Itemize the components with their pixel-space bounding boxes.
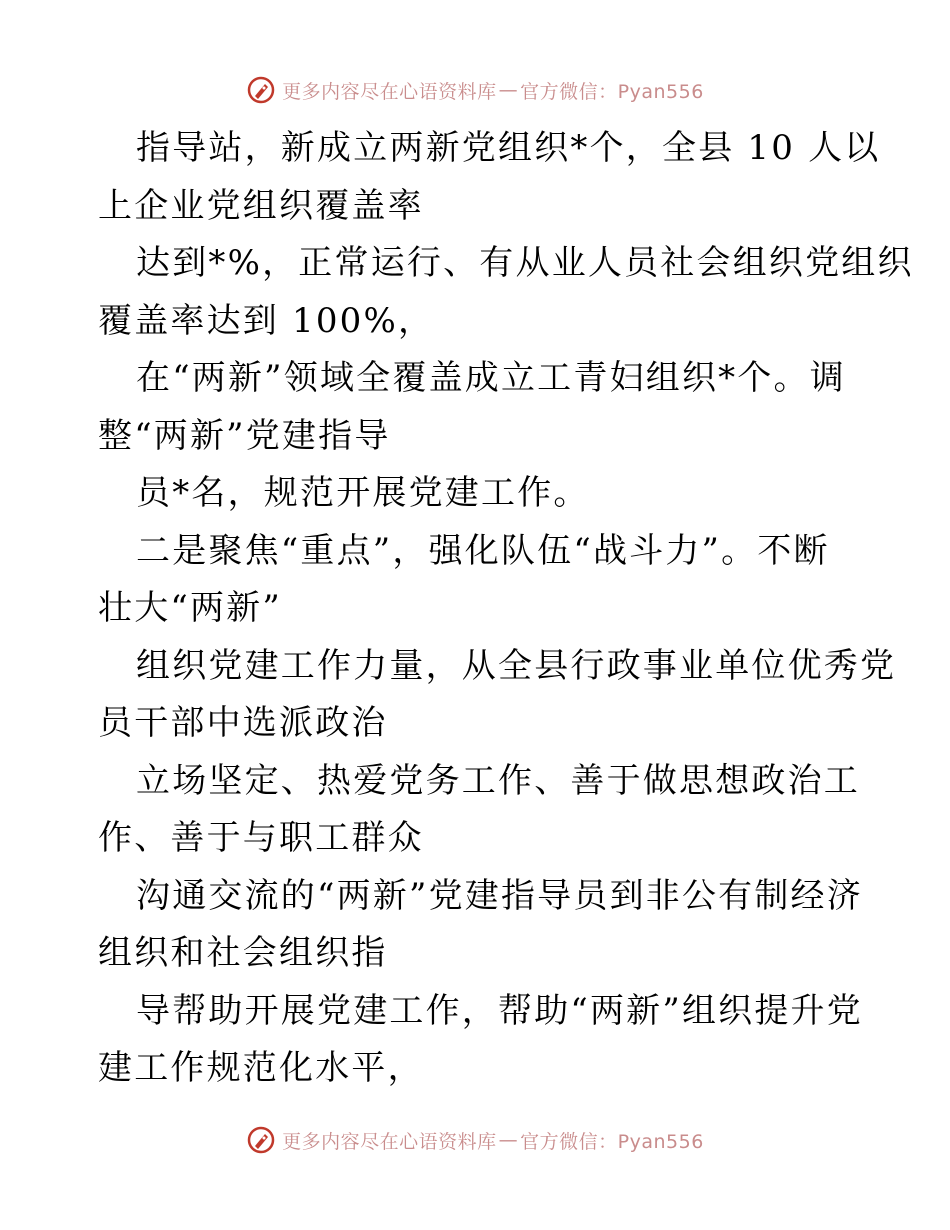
paragraph-line: 整“两新”党建指导 bbox=[98, 415, 391, 456]
watermark-text: 更多内容尽在心语资料库 bbox=[282, 1130, 497, 1153]
paragraph bbox=[98, 465, 858, 523]
paragraph-line: 上企业党组织覆盖率 bbox=[98, 185, 424, 226]
paragraph bbox=[98, 753, 858, 868]
paragraph bbox=[98, 120, 881, 235]
pen-nib-circle-icon bbox=[246, 1125, 276, 1155]
watermark-separator: — bbox=[498, 1129, 519, 1151]
paragraph-line: 作、善于与职工群众 bbox=[98, 818, 424, 858]
paragraph-line: 沟通交流的“两新”党建指导员到非公有制经济 bbox=[136, 875, 863, 916]
paragraph bbox=[98, 638, 897, 753]
paragraph bbox=[98, 523, 858, 638]
paragraph-line: 壮大“两新” bbox=[98, 588, 282, 628]
paragraph bbox=[98, 983, 863, 1098]
paragraph-line: 立场坚定、热爱党务工作、善于做思想政治工 bbox=[136, 760, 860, 801]
watermark-separator: — bbox=[498, 79, 519, 101]
paragraph-line: 指导站，新成立两新党组织*个，全县 10 人以 bbox=[136, 128, 881, 168]
watermark-official: 官方微信：Pyan556 bbox=[520, 80, 704, 103]
paragraph-line: 达到*%，正常运行、有从业人员社会组织党组织 bbox=[136, 243, 914, 283]
pen-nib-circle-icon bbox=[246, 75, 276, 105]
watermark-text: 更多内容尽在心语资料库 bbox=[282, 80, 497, 103]
paragraph-line: 建工作规范化水平， bbox=[98, 1048, 424, 1088]
paragraph-line: 导帮助开展党建工作，帮助“两新”组织提升党 bbox=[136, 990, 863, 1031]
paragraph bbox=[98, 235, 914, 350]
paragraph bbox=[98, 868, 863, 983]
paragraph-line: 组织和社会组织指 bbox=[98, 933, 388, 973]
footer-watermark bbox=[0, 1120, 950, 1160]
document-body bbox=[98, 120, 914, 1098]
paragraph-line: 二是聚焦“重点”，强化队伍“战斗力”。不断 bbox=[136, 530, 830, 571]
paragraph-line: 员*名，规范开展党建工作。 bbox=[136, 473, 590, 513]
paragraph-line: 在“两新”领域全覆盖成立工青妇组织*个。调 bbox=[136, 358, 846, 398]
header-watermark bbox=[0, 70, 950, 110]
paragraph bbox=[98, 350, 858, 465]
watermark-official: 官方微信：Pyan556 bbox=[520, 1130, 704, 1153]
paragraph-line: 覆盖率达到 100%， bbox=[98, 300, 435, 341]
paragraph-line: 员干部中选派政治 bbox=[98, 703, 388, 743]
paragraph-line: 组织党建工作力量，从全县行政事业单位优秀党 bbox=[136, 645, 897, 686]
